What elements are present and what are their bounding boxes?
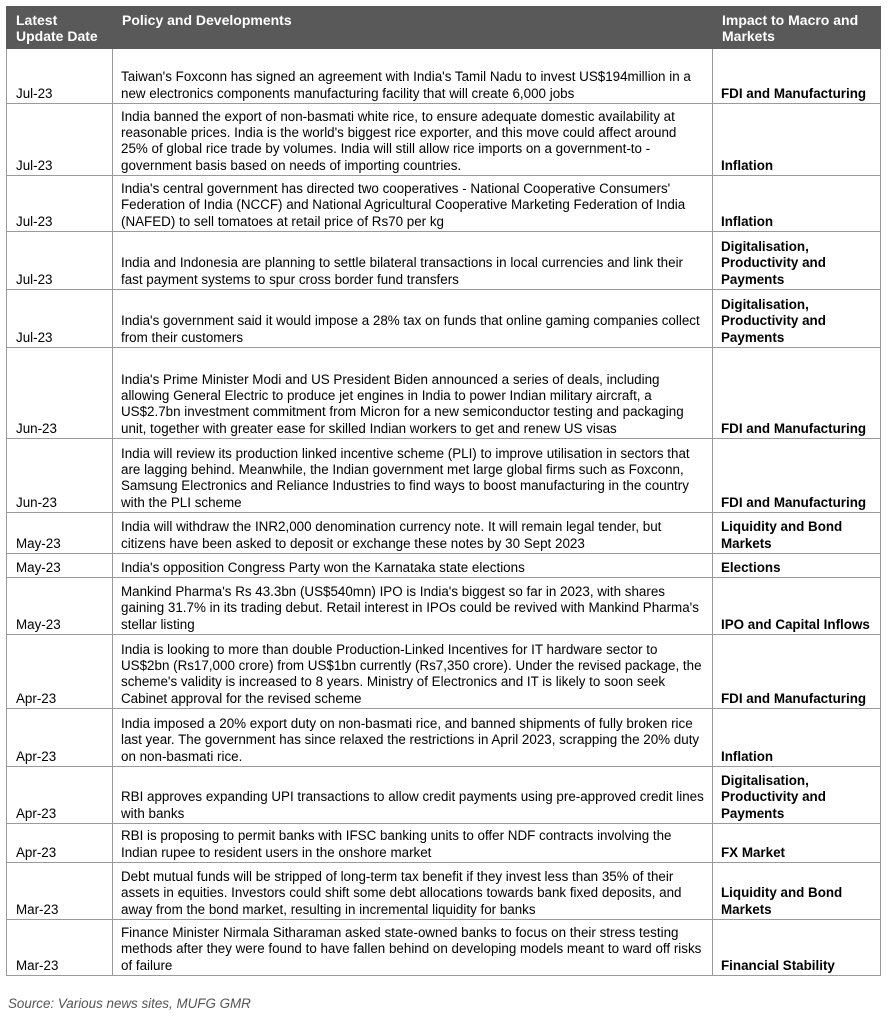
header-policy: Policy and Developments — [113, 7, 713, 49]
policy-text: Taiwan's Foxconn has signed an agreement with India's Tamil Nadu to invest US$194million in a new electronics components manufacturing facility that will create 6,000 jobs — [113, 49, 713, 104]
impact-label: Liquidity and Bond Markets — [713, 863, 881, 920]
update-date: Jul-23 — [7, 176, 113, 232]
impact-label: Elections — [713, 554, 881, 578]
impact-label: FX Market — [713, 824, 881, 863]
update-date: Apr-23 — [7, 635, 113, 709]
table-row — [7, 176, 881, 232]
table-row — [7, 290, 881, 348]
policy-text: India's central government has directed two cooperatives - National Cooperative Consumers' Federation of India (NCCF) and National Agricultural Cooperative Marketing Federation of India (NAFED) to sell tomatoes at retail price of Rs70 per kg — [113, 176, 713, 232]
impact-label: IPO and Capital Inflows — [713, 578, 881, 635]
table-row — [7, 863, 881, 920]
header-row — [7, 7, 881, 49]
policy-text: India's government said it would impose a 28% tax on funds that online gaming companies collect from their customers — [113, 290, 713, 348]
table-row — [7, 513, 881, 554]
impact-label: Liquidity and Bond Markets — [713, 513, 881, 554]
update-date: Jun-23 — [7, 348, 113, 439]
impact-label: Financial Stability — [713, 920, 881, 976]
source-note: Source: Various news sites, MUFG GMR — [8, 996, 251, 1011]
policy-table — [6, 6, 881, 976]
policy-text: India imposed a 20% export duty on non-basmati rice, and banned shipments of fully broken rice last year. The government has since relaxed the restrictions in April 2023, scrapping the 20% duty on non-basmati rice. — [113, 709, 713, 767]
table-row — [7, 578, 881, 635]
impact-label: Inflation — [713, 176, 881, 232]
impact-label: Digitalisation, Productivity and Payments — [713, 232, 881, 290]
update-date: May-23 — [7, 554, 113, 578]
update-date: May-23 — [7, 578, 113, 635]
impact-label: Digitalisation, Productivity and Payments — [713, 767, 881, 824]
update-date: Apr-23 — [7, 709, 113, 767]
update-date: Jul-23 — [7, 290, 113, 348]
table-row — [7, 104, 881, 176]
policy-text: India banned the export of non-basmati white rice, to ensure adequate domestic availability at reasonable prices. India is the world's biggest rice exporter, and this move could affect around 25% of global rice trade by volumes. India will still allow rice imports on a government-to -government basis based on needs of importing countries. — [113, 104, 713, 176]
impact-label: Inflation — [713, 709, 881, 767]
impact-label: FDI and Manufacturing — [713, 348, 881, 439]
impact-label: FDI and Manufacturing — [713, 49, 881, 104]
policy-text: India will withdraw the INR2,000 denomination currency note. It will remain legal tender, but citizens have been asked to deposit or exchange these notes by 30 Sept 2023 — [113, 513, 713, 554]
update-date: Apr-23 — [7, 767, 113, 824]
table-body — [7, 49, 881, 976]
update-date: May-23 — [7, 513, 113, 554]
table-row — [7, 439, 881, 513]
table-row — [7, 348, 881, 439]
update-date: Jul-23 — [7, 104, 113, 176]
table-row — [7, 635, 881, 709]
update-date: Jul-23 — [7, 232, 113, 290]
policy-text: Mankind Pharma's Rs 43.3bn (US$540mn) IPO is India's biggest so far in 2023, with shares gaining 31.7% in its trading debut. Retail interest in IPOs could be revived with Mankind Pharma's stellar listing — [113, 578, 713, 635]
policy-text: RBI approves expanding UPI transactions to allow credit payments using pre-approved credit lines with banks — [113, 767, 713, 824]
table-row — [7, 767, 881, 824]
table-row — [7, 49, 881, 104]
update-date: Jul-23 — [7, 49, 113, 104]
impact-label: FDI and Manufacturing — [713, 635, 881, 709]
policy-text: India is looking to more than double Production-Linked Incentives for IT hardware sector to US$2bn (Rs17,000 crore) from US$1bn currently (Rs7,350 crore). Under the revised package, the scheme's validity is increased to 8 years. Ministry of Electronics and IT is likely to soon seek Cabinet approval for the revised scheme — [113, 635, 713, 709]
policy-text: India's opposition Congress Party won the Karnataka state elections — [113, 554, 713, 578]
impact-label: FDI and Manufacturing — [713, 439, 881, 513]
table-row — [7, 232, 881, 290]
table-row — [7, 920, 881, 976]
policy-text: Debt mutual funds will be stripped of long-term tax benefit if they invest less than 35% of their assets in equities. Investors could shift some debt allocations towards bank fixed deposits, and away from the bond market, resulting in incremental liquidity for banks — [113, 863, 713, 920]
header-date: Latest Update Date — [7, 7, 113, 49]
update-date: Jun-23 — [7, 439, 113, 513]
header-impact: Impact to Macro and Markets — [713, 7, 881, 49]
table-row — [7, 824, 881, 863]
policy-text: RBI is proposing to permit banks with IFSC banking units to offer NDF contracts involving the Indian rupee to resident users in the onshore market — [113, 824, 713, 863]
policy-text: India will review its production linked incentive scheme (PLI) to improve utilisation in sectors that are lagging behind. Meanwhile, the Indian government met large global firms such as Foxconn, Samsung Electronics and Reliance Industries to find ways to boost manufacturing in the country with the PLI scheme — [113, 439, 713, 513]
update-date: Apr-23 — [7, 824, 113, 863]
table-row — [7, 554, 881, 578]
policy-text: India's Prime Minister Modi and US President Biden announced a series of deals, including allowing General Electric to produce jet engines in India to power Indian military aircraft, a US$2.7bn investment commitment from Micron for a new semiconductor testing and packaging unit, together with greater ease for skilled Indian workers to get and renew US visas — [113, 348, 713, 439]
policy-text: India and Indonesia are planning to settle bilateral transactions in local currencies and link their fast payment systems to spur cross border fund transfers — [113, 232, 713, 290]
update-date: Mar-23 — [7, 920, 113, 976]
table-row — [7, 709, 881, 767]
update-date: Mar-23 — [7, 863, 113, 920]
policy-text: Finance Minister Nirmala Sitharaman asked state-owned banks to focus on their stress testing methods after they were found to have fallen behind on developing models meant to ward off risks of failure — [113, 920, 713, 976]
impact-label: Digitalisation, Productivity and Payments — [713, 290, 881, 348]
impact-label: Inflation — [713, 104, 881, 176]
